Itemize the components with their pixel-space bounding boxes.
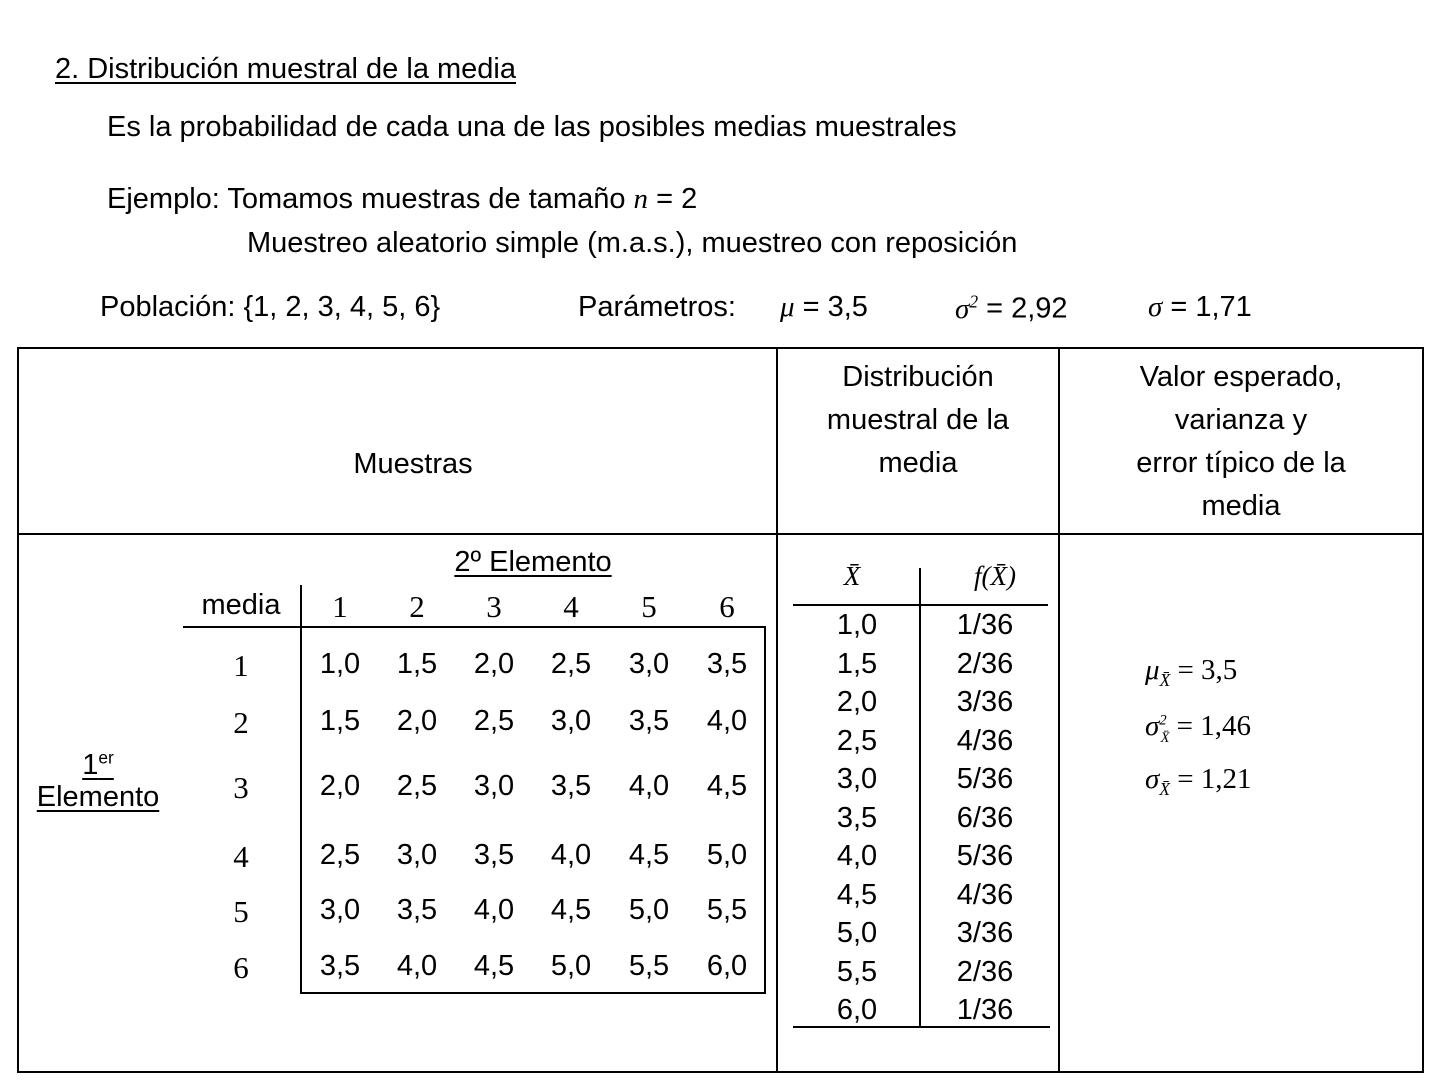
dist-x-value: 2,5 [836, 724, 878, 757]
matrix-row-label: 3 [233, 770, 249, 805]
example-line-2: Muestreo aleatorio simple (m.a.s.), muestreo con reposición [247, 227, 1018, 259]
matrix-column-header: 4 [563, 589, 579, 624]
header-distribution-line: Distribución [842, 361, 994, 393]
sigma2-value: = 2,92 [986, 292, 1068, 325]
dist-x-value: 6,0 [836, 994, 878, 1026]
dist-bottom-line [793, 1026, 1050, 1028]
dist-col-x: X̄ [843, 561, 861, 591]
dist-f-value: 5/36 [956, 763, 1014, 795]
matrix-column-header: 5 [641, 589, 657, 624]
mu-xbar-symbol: $\mu_{X̄}$ [1145, 654, 1171, 690]
matrix-cell: 2,0 [473, 648, 515, 680]
dist-x-value: 1,0 [836, 609, 878, 641]
example-line-1 [107, 185, 697, 214]
result-mu [1145, 656, 1237, 689]
matrix-cell: 4,5 [550, 894, 592, 926]
table-divider-2 [1058, 347, 1060, 1072]
matrix-cell: 3,5 [396, 894, 438, 926]
result-mu-value: = 3,5 [1177, 654, 1238, 686]
dist-f-value: 4/36 [956, 878, 1014, 911]
result-sd [1145, 765, 1252, 798]
matrix-row-label: 2 [233, 705, 249, 740]
header-expected-line: varianza y [1174, 404, 1308, 436]
matrix-cell: 2,5 [396, 770, 438, 802]
matrix-cell: 3,5 [706, 648, 748, 680]
dist-f-value: 3/36 [956, 686, 1014, 718]
second-element-label: 2º Elemento [454, 546, 612, 578]
matrix-cell: 3,0 [473, 770, 515, 802]
ordinal-num: 1 [82, 748, 99, 781]
matrix-cell: 4,0 [706, 705, 748, 737]
dist-x-value: 4,0 [836, 840, 878, 872]
sigma-symbol: σ [1148, 291, 1163, 323]
matrix-cell: 1,0 [319, 648, 361, 680]
parameters-label: Parámetros: [578, 291, 736, 323]
dist-f-value: 1/36 [956, 994, 1014, 1026]
sigma2-symbol: $\sigma^2$ [955, 291, 979, 325]
n-symbol: n [633, 183, 649, 215]
dist-x-value: 3,0 [836, 763, 878, 795]
header-expected-line: error típico de la [1136, 447, 1346, 479]
matrix-corner: media [201, 589, 281, 621]
matrix-cell: 5,5 [706, 894, 748, 926]
matrix-cell: 3,0 [628, 648, 670, 680]
matrix-cell: 4,0 [550, 839, 592, 871]
matrix-cell: 3,5 [628, 705, 670, 737]
definition: Es la probabilidad de cada una de las posibles medias muestrales [107, 111, 957, 143]
matrix-column-header: 3 [486, 589, 502, 624]
matrix-bottom [300, 992, 766, 994]
header-samples: Muestras [353, 448, 473, 480]
matrix-right [764, 626, 766, 994]
matrix-cell: 1,5 [319, 705, 361, 737]
matrix-cell: 5,0 [550, 950, 592, 982]
matrix-cell: 4,5 [473, 950, 515, 982]
matrix-hline [183, 626, 766, 628]
table-header-divider [17, 533, 1423, 535]
first-element-ordinal [82, 749, 114, 781]
matrix-cell: 3,0 [396, 839, 438, 871]
matrix-cell: 3,0 [550, 705, 592, 737]
dist-f-value: 2/36 [956, 955, 1014, 988]
first-element-text: Elemento [36, 780, 160, 813]
dist-x-value: 1,5 [836, 647, 878, 680]
dist-col-f: f(X̄) [974, 561, 1016, 591]
header-expected-line: media [1201, 490, 1281, 522]
matrix-cell: 2,0 [319, 770, 361, 802]
header-distribution-line: muestral de la [826, 404, 1010, 436]
matrix-cell: 3,5 [473, 839, 515, 871]
dist-x-value: 2,0 [836, 686, 878, 718]
matrix-cell: 3,0 [319, 894, 361, 926]
matrix-cell: 6,0 [706, 950, 748, 982]
dist-f-value: 3/36 [956, 917, 1014, 949]
matrix-cell: 4,5 [628, 839, 670, 871]
param-mu [780, 293, 868, 322]
matrix-cell: 2,5 [473, 705, 515, 737]
matrix-row-label: 6 [233, 950, 249, 985]
param-sigma [1148, 293, 1252, 322]
ordinal-sup: er [98, 747, 114, 767]
dist-x-value: 5,5 [836, 955, 878, 988]
matrix-cell: 1,5 [396, 648, 438, 680]
var-xbar-symbol: $\sigma^2_{X̄}$ [1145, 710, 1170, 746]
first-element-label [37, 748, 160, 813]
sd-xbar-symbol: $\sigma_{X̄}$ [1145, 763, 1170, 799]
table-divider-1 [776, 347, 778, 1072]
dist-vline [919, 568, 921, 1028]
matrix-column-header: 2 [409, 589, 425, 624]
matrix-cell: 3,5 [550, 770, 592, 802]
matrix-cell: 4,5 [706, 770, 748, 802]
matrix-row-label: 5 [233, 894, 249, 929]
matrix-column-header: 6 [719, 589, 735, 624]
header-distribution-line: media [878, 447, 958, 479]
matrix-cell: 2,0 [396, 705, 438, 737]
result-sd-value: = 1,21 [1177, 763, 1252, 795]
dist-f-value: 4/36 [956, 724, 1014, 757]
population: Población: {1, 2, 3, 4, 5, 6} [100, 291, 441, 323]
matrix-cell: 2,5 [319, 839, 361, 871]
matrix-cell: 3,5 [319, 950, 361, 982]
sigma-value: = 1,71 [1170, 291, 1252, 323]
matrix-vline [300, 585, 302, 994]
param-sigma2 [955, 293, 1068, 324]
dist-x-value: 3,5 [836, 801, 878, 834]
matrix-row-label: 4 [233, 839, 249, 874]
matrix-cell: 5,5 [628, 950, 670, 982]
title-text: 2. Distribución muestral de la media [55, 53, 516, 85]
result-var [1145, 712, 1251, 745]
matrix-cell: 4,0 [396, 950, 438, 982]
matrix-cell: 5,0 [706, 839, 748, 871]
dist-f-value: 5/36 [956, 840, 1014, 872]
dist-x-value: 4,5 [836, 878, 878, 911]
matrix-cell: 5,0 [628, 894, 670, 926]
example-prefix: Ejemplo: Tomamos muestras de tamaño [107, 183, 626, 215]
matrix-cell: 4,0 [628, 770, 670, 802]
title [55, 55, 516, 84]
dist-x-value: 5,0 [836, 917, 878, 949]
dist-f-value: 2/36 [956, 647, 1014, 680]
n-value: = 2 [656, 183, 698, 215]
mu-value: = 3,5 [802, 291, 868, 323]
matrix-cell: 2,5 [550, 648, 592, 680]
header-expected-line: Valor esperado, [1139, 361, 1343, 393]
mu-symbol: μ [780, 291, 795, 323]
matrix-row-label: 1 [233, 648, 249, 683]
result-var-value: = 1,46 [1176, 710, 1252, 742]
matrix-column-header: 1 [332, 589, 348, 624]
matrix-cell: 4,0 [473, 894, 515, 926]
dist-f-value: 6/36 [956, 801, 1014, 834]
dist-f-value: 1/36 [956, 609, 1014, 641]
